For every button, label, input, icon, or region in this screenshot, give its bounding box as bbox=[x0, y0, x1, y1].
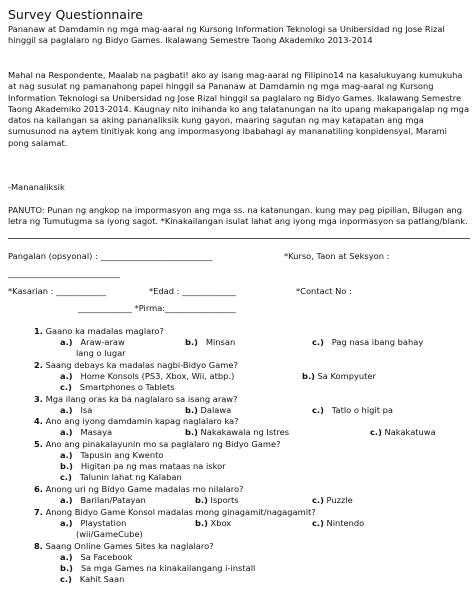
question-1: 1. Gaano ka madalas maglaro? bbox=[34, 326, 164, 336]
q1-option-c[interactable]: c.) Pag nasa ibang bahay bbox=[312, 337, 424, 347]
instructions-paragraph: PANUTO: Punan ng angkop na impormasyon ang mga ss. na katanungan. kung may pag pipilian, Bilugan ang letra ng Tumutugma sa iyong sagot. *Kinakailangan isulat lahat ang iyong mga inpormasyon sa patlang/blank. bbox=[8, 205, 468, 227]
q8-option-a[interactable]: a.) Sa Facebook bbox=[60, 552, 133, 562]
q3-option-b[interactable]: b.) Dalawa bbox=[185, 405, 232, 415]
q3-option-a[interactable]: a.) Isa bbox=[60, 405, 93, 415]
q1-option-c-cont: lang o lugar bbox=[76, 348, 126, 358]
q4-option-c[interactable]: c.) Nakakatuwa bbox=[370, 427, 436, 437]
kurso-label: *Kurso, Taon at Seksyon : bbox=[284, 251, 390, 261]
q6-option-a[interactable]: a.) Barilan/Patayan bbox=[60, 495, 146, 505]
kasarian-field[interactable]: *Kasarian : ____________ bbox=[8, 286, 106, 296]
question-3: 3. Mga ilang oras ka ba naglalaro sa isang araw? bbox=[34, 394, 238, 404]
question-5: 5. Ano ang pinakalayunin mo sa paglalaro ng Bidyo Game? bbox=[34, 439, 281, 449]
q7-option-c-cont: (wii/GameCube) bbox=[76, 529, 143, 539]
q6-option-b[interactable]: b.) Isports bbox=[195, 495, 239, 505]
kurso-field[interactable]: ___________________________ bbox=[8, 268, 121, 278]
q4-option-a[interactable]: a.) Masaya bbox=[60, 427, 113, 437]
q7-option-b[interactable]: b.) Xbox bbox=[195, 518, 232, 528]
q7-option-c[interactable]: c.) Nintendo bbox=[312, 518, 365, 528]
letter-paragraph: Mahal na Respondente, Maalab na pagbati! ako ay isang mag-aaral ng Filipino14 na kasalukuyang kumukuha at nag susulat ng pamanahong papel hinggil sa Pananaw at Damdamin ng mga mag-aaral ng Kursong Information Teknologi sa Unibersidad ng Jose Rizal hinggil sa paglalaro ng Bidyo Games. Ikalawang Semestre Taong Akademiko 2013-2014. Kaugnay nito inihanda ko ang talatanungan na ito upang makapangalap ng mga datos na kailangan sa aking pananaliksik kung gayon, maaring sagutan ng may katapatan ang mga sumusunod na aytem tinitiyak kong ang impormasyong ibabahagi ay mananatiling konpidensyal, Marami pong salamat. bbox=[8, 70, 470, 148]
question-2: 2. Saang debays ka madalas nagbi-Bidyo Game? bbox=[34, 360, 238, 370]
q6-option-c[interactable]: c.) Puzzle bbox=[312, 495, 353, 505]
intro-paragraph: Pananaw at Damdamin ng mga mag-aaral ng Kursong Information Teknologi sa Unibersidad ng Jose Rizal hinggil sa paglalaro ng Bidyo Games. Ikalawang Semestre Taong Akademiko 2013-2014 bbox=[8, 24, 445, 46]
q5-option-c[interactable]: c.) Talunin lahat ng Kalaban bbox=[60, 472, 182, 482]
q5-option-a[interactable]: a.) Tapusin ang Kwento bbox=[60, 450, 164, 460]
edad-field[interactable]: *Edad : _____________ bbox=[149, 286, 237, 296]
q5-option-b[interactable]: b.) Higitan pa ng mas mataas na iskor bbox=[60, 461, 226, 471]
page-title: Survey Questionnaire bbox=[8, 7, 143, 22]
q2-option-a[interactable]: a.) Home Konsols (PS3, Xbox, Wii, atbp.) bbox=[60, 371, 235, 381]
divider bbox=[8, 238, 470, 239]
q1-option-b[interactable]: b.) Minsan bbox=[185, 337, 236, 347]
question-7: 7. Anong Bidyo Game Konsol madalas mong ginagamit/nagagamit? bbox=[34, 507, 316, 517]
question-4: 4. Ano ang iyong damdamin kapag naglalaro ka? bbox=[34, 416, 239, 426]
q1-option-a[interactable]: a.) Araw-araw bbox=[60, 337, 125, 347]
question-8: 8. Saang Online Games Sites ka naglalaro? bbox=[34, 541, 214, 551]
q2-option-b[interactable]: b.) Sa Kompyuter bbox=[302, 371, 376, 381]
pirma-field[interactable]: _____________ *Pirma:_________________ bbox=[78, 303, 236, 313]
q7-option-a[interactable]: a.) Playstation bbox=[60, 518, 127, 528]
q8-option-b[interactable]: b.) Sa mga Games na kinakailangang i-install bbox=[60, 563, 256, 573]
q8-option-c[interactable]: c.) Kahit Saan bbox=[60, 574, 125, 584]
q4-option-b[interactable]: b.) Nakakawala ng Istres bbox=[185, 427, 290, 437]
question-6: 6. Anong uri ng Bidyo Game madalas mo nilalaro? bbox=[34, 484, 244, 494]
signoff: -Mananaliksik bbox=[8, 182, 65, 192]
q2-option-c[interactable]: c.) Smartphones o Tablets bbox=[60, 382, 175, 392]
contact-field[interactable]: *Contact No : bbox=[296, 286, 352, 296]
pangalan-field[interactable]: Pangalan (opsyonal) : ___________________________ bbox=[8, 251, 213, 261]
q3-option-c[interactable]: c.) Tatlo o higit pa bbox=[312, 405, 393, 415]
